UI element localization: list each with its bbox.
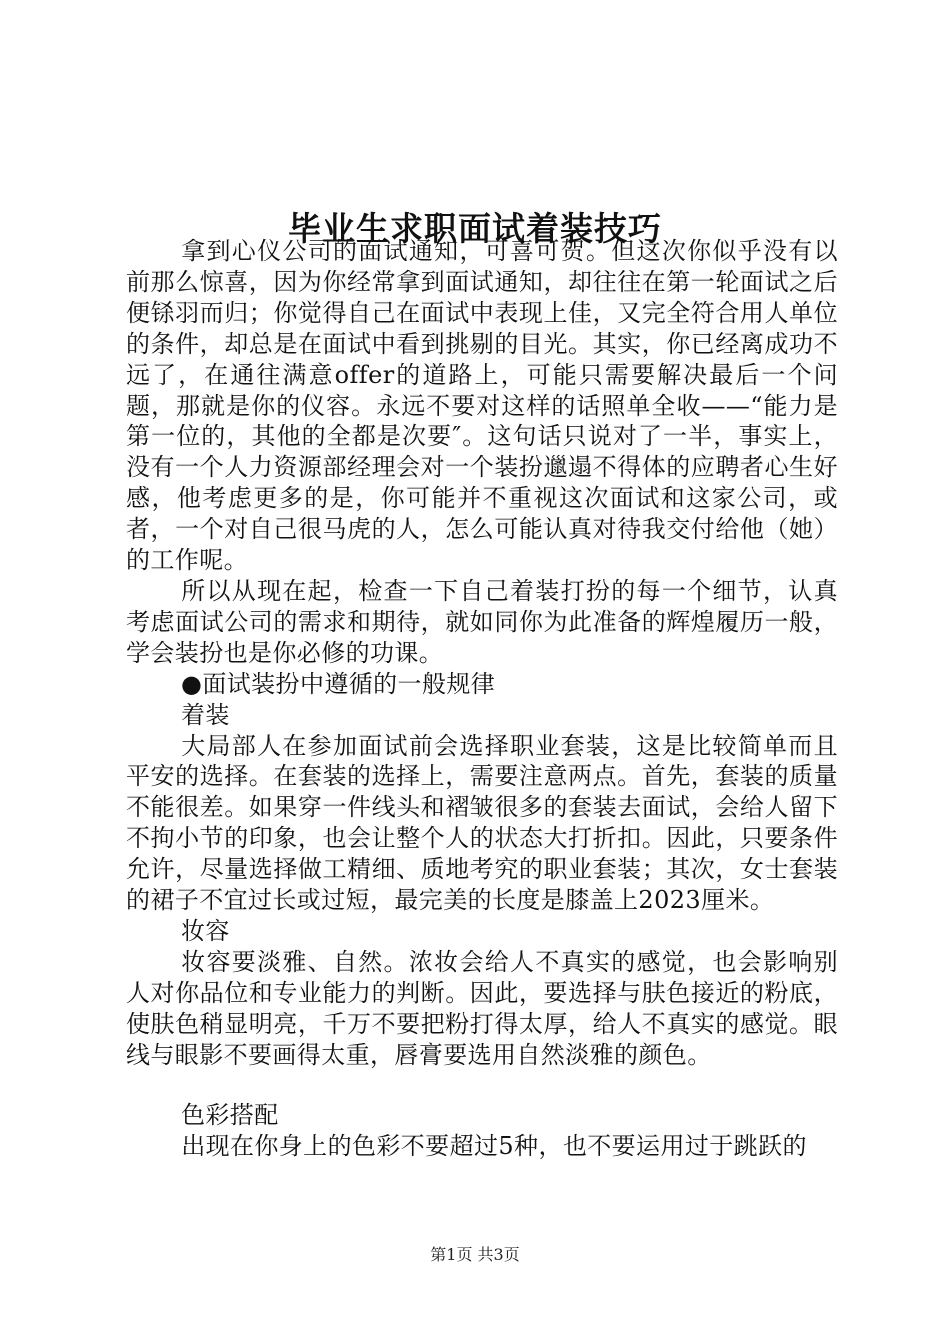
color-paragraph: 出现在你身上的色彩不要超过5种，也不要运用过于跳跃的 xyxy=(181,1132,807,1161)
page-footer: 第1页 共3页 xyxy=(430,1245,520,1264)
attire-heading: 着装 xyxy=(181,700,230,729)
attire-paragraph: 大局部人在参加面试前会选择职业套装，这是比较简单而且平安的选择。在套装的选择上，需要注意两点。首先，套装的质量不能很差。如果穿一件线头和褶皱很多的套装去面试，会给人留下不拘小节的印象，也会让整个人的状态大打折扣。因此，只要条件允许，尽量选择做工精细、质地考究的职业套装；其次，女士套装的裙子不宜过长或过短，最完美的长度是膝盖上2023厘米。 xyxy=(126,731,838,915)
paragraph-gap xyxy=(126,1070,838,1100)
document-body xyxy=(126,236,838,1162)
makeup-paragraph: 妆容要淡雅、自然。浓妆会给人不真实的感觉，也会影响别人对你品位和专业能力的判断。因此，要选择与肤色接近的粉底，使肤色稍显明亮，千万不要把粉打得太厚，给人不真实的感觉。眼线与眼影不要画得太重，唇膏要选用自然淡雅的颜色。 xyxy=(126,947,838,1069)
color-heading: 色彩搭配 xyxy=(181,1101,279,1130)
document-title: 毕业生求职面试着装技巧 xyxy=(288,209,662,249)
intro-paragraph: 拿到心仪公司的面试通知，可喜可贺。但这次你似乎没有以前那么惊喜，因为你经常拿到面试通知，却往往在第一轮面试之后便铩羽而归；你觉得自己在面试中表现上佳，又完全符合用人单位的条件，却总是在面试中看到挑剔的目光。其实，你已经离成功不远了，在通往满意offer的道路上，可能只需要解决最后一个问题，那就是你的仪容。永远不要对这样的话照单全收——“能力是第一位的，其他的全都是次要″。这句话只说对了一半，事实上，没有一个人力资源部经理会对一个装扮邋遢不得体的应聘者心生好感，他考虑更多的是，你可能并不重视这次面试和这家公司，或者，一个对自己很马虎的人，怎么可能认真对待我交付给他（她）的工作呢。 xyxy=(126,237,838,575)
second-paragraph: 所以从现在起，检查一下自己着装打扮的每一个细节，认真考虑面试公司的需求和期待，就如同你为此准备的辉煌履历一般，学会装扮也是你必修的功课。 xyxy=(126,576,838,667)
rules-heading: ●面试装扮中遵循的一般规律 xyxy=(181,669,496,698)
makeup-heading: 妆容 xyxy=(181,916,230,945)
